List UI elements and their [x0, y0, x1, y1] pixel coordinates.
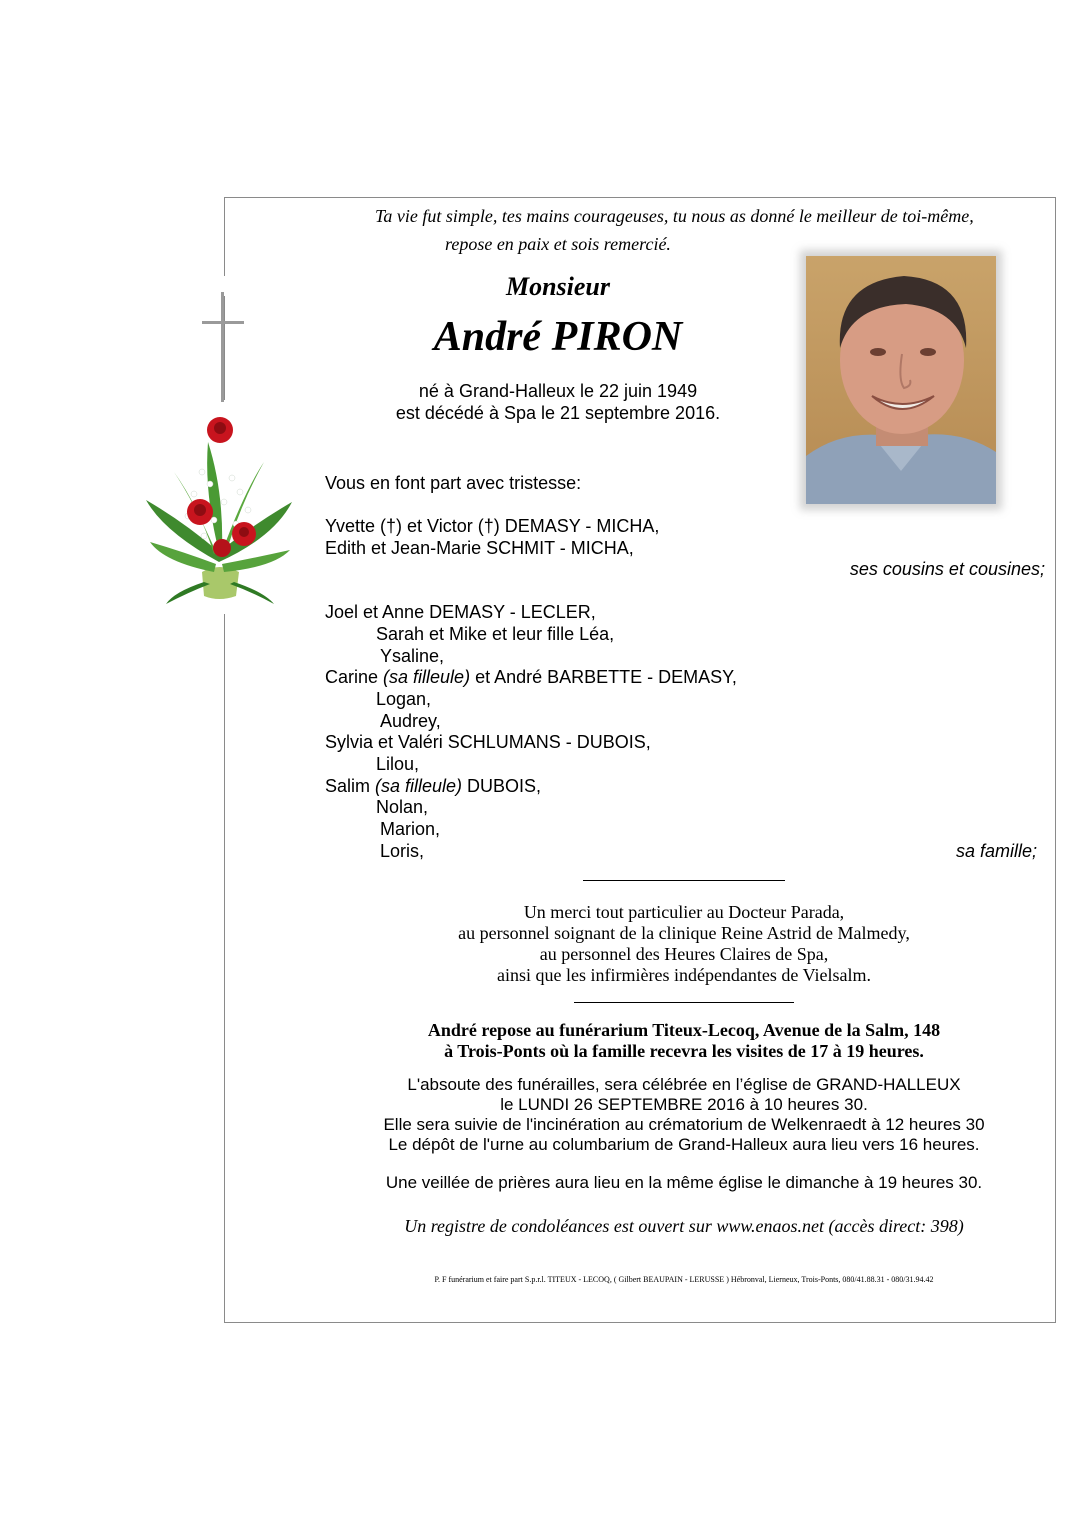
- family-label: sa famille;: [955, 841, 1037, 861]
- ceremony-line-4: Le dépôt de l'urne au columbarium de Grand-Halleux aura lieu vers 16 heures.: [388, 1135, 980, 1154]
- family-line: Logan,: [376, 689, 432, 709]
- family-line: Audrey,: [380, 711, 441, 731]
- family-line: Joel et Anne DEMASY - LECLER,: [325, 602, 596, 622]
- cousins-label: ses cousins et cousines;: [849, 559, 1045, 579]
- family-line: Ysaline,: [380, 646, 445, 666]
- funeral-home-footer: P. F funérarium et faire part S.p.r.l. TITEUX - LECOQ, ( Gilbert BEAUPAIN - LERUSSE ) Hébronval, Lierneux, Trois-Ponts, 080/41.88.31 - 080/31.94.42: [434, 1275, 934, 1284]
- deceased-name: André PIRON: [433, 314, 683, 360]
- death-info: est décédé à Spa le 21 septembre 2016.: [395, 403, 721, 423]
- divider-1: [583, 880, 785, 881]
- family-line: Sarah et Mike et leur fille Léa,: [376, 624, 615, 644]
- flower-bouquet-icon: [144, 412, 294, 604]
- ceremony-line-3: Elle sera suivie de l'incinération au crématorium de Welkenraedt à 12 heures 30: [383, 1115, 985, 1134]
- visitation-line-2: à Trois-Ponts où la famille recevra les visites de 17 à 19 heures.: [444, 1041, 924, 1061]
- family-line: Lilou,: [376, 754, 420, 774]
- thanks-line-1: Un merci tout particulier au Docteur Parada,: [523, 902, 845, 922]
- divider-2: [574, 1002, 794, 1003]
- family-line: Salim (sa filleule) DUBOIS,: [325, 776, 542, 796]
- intro-text: Vous en font part avec tristesse:: [325, 473, 582, 493]
- family-line: Nolan,: [376, 797, 429, 817]
- visitation-line-1: André repose au funérarium Titeux-Lecoq, Avenue de la Salm, 148: [427, 1020, 941, 1040]
- birth-info: né à Grand-Halleux le 22 juin 1949: [418, 381, 698, 401]
- godchild-note: (sa filleule): [383, 667, 471, 687]
- godchild-note: (sa filleule): [375, 776, 463, 796]
- family-line: Sylvia et Valéri SCHLUMANS - DUBOIS,: [325, 732, 651, 752]
- family-line: Marion,: [380, 819, 441, 839]
- cousins-line-1: Yvette (†) et Victor (†) DEMASY - MICHA,: [325, 516, 660, 536]
- quote-line-1: Ta vie fut simple, tes mains courageuses, tu nous as donné le meilleur de toi-même,: [375, 206, 974, 226]
- condolence-register: Un registre de condoléances est ouvert sur www.enaos.net (accès direct: 398): [404, 1216, 964, 1236]
- cross-icon: [200, 292, 248, 404]
- portrait-icon: [806, 256, 996, 504]
- family-line: Loris,: [380, 841, 425, 861]
- thanks-line-4: ainsi que les infirmières indépendantes de Vielsalm.: [497, 965, 871, 985]
- thanks-line-2: au personnel soignant de la clinique Reine Astrid de Malmedy,: [458, 923, 910, 943]
- vigil-text: Une veillée de prières aura lieu en la même église le dimanche à 19 heures 30.: [385, 1173, 983, 1192]
- quote-line-2: repose en paix et sois remercié.: [445, 234, 671, 254]
- cousins-line-2: Edith et Jean-Marie SCHMIT - MICHA,: [325, 538, 634, 558]
- ceremony-line-1: L'absoute des funérailles, sera célébrée en l’église de GRAND-HALLEUX: [407, 1075, 961, 1094]
- thanks-line-3: au personnel des Heures Claires de Spa,: [539, 944, 829, 964]
- family-line: Carine (sa filleule) et André BARBETTE - DEMASY,: [325, 667, 737, 687]
- salutation: Monsieur: [505, 272, 611, 301]
- ceremony-line-2: le LUNDI 26 SEPTEMBRE 2016 à 10 heures 30.: [500, 1095, 868, 1114]
- portrait-photo: [806, 256, 996, 504]
